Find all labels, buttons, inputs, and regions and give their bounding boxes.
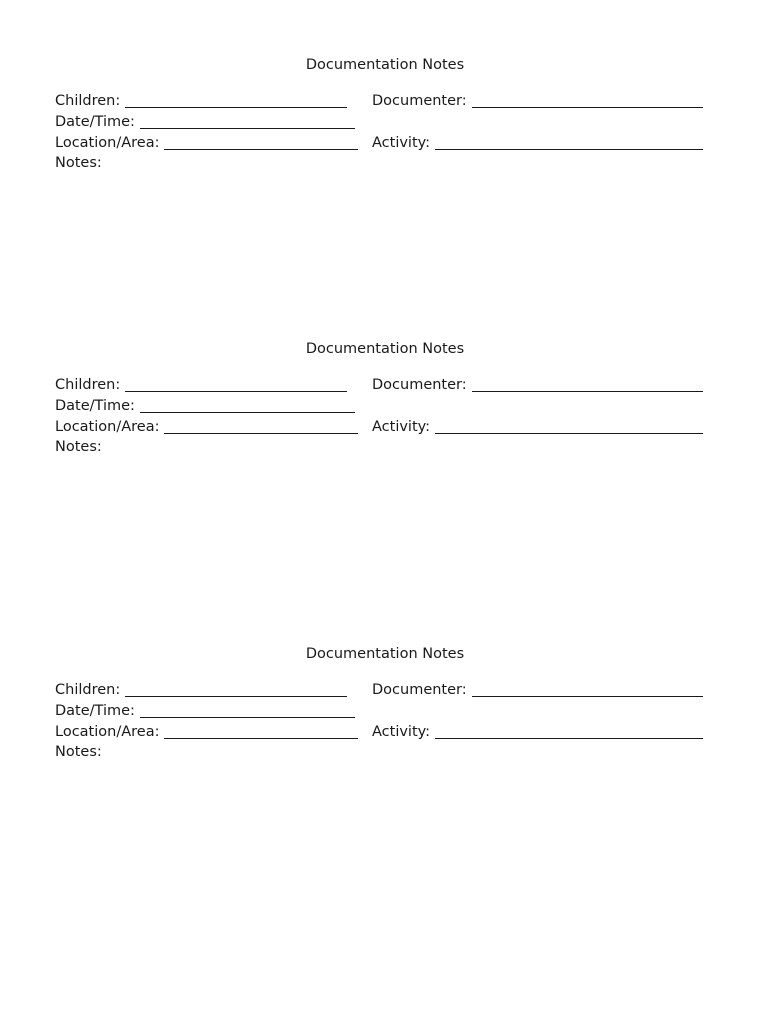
documentation-form-2 — [0, 340, 770, 460]
notes-label: Notes: — [55, 744, 102, 760]
form-title: Documentation Notes — [305, 341, 465, 357]
documenter-field — [372, 376, 703, 394]
notes-label: Notes: — [55, 155, 102, 171]
children-input-line[interactable] — [125, 378, 347, 392]
location-input-line[interactable] — [164, 136, 358, 150]
documenter-label: Documenter: — [372, 93, 467, 109]
children-label: Children: — [55, 682, 121, 698]
datetime-label: Date/Time: — [55, 398, 135, 414]
datetime-field — [55, 702, 355, 720]
location-label: Location/Area: — [55, 724, 160, 740]
location-field — [55, 418, 358, 436]
children-input-line[interactable] — [125, 94, 347, 108]
documenter-input-line[interactable] — [472, 378, 703, 392]
documenter-field — [372, 92, 703, 110]
documenter-label: Documenter: — [372, 377, 467, 393]
datetime-label: Date/Time: — [55, 703, 135, 719]
documenter-input-line[interactable] — [472, 683, 703, 697]
documentation-form-3 — [0, 645, 770, 765]
documenter-field — [372, 681, 703, 699]
children-input-line[interactable] — [125, 683, 347, 697]
location-input-line[interactable] — [164, 420, 358, 434]
activity-field — [372, 418, 703, 436]
form-title: Documentation Notes — [305, 646, 465, 662]
documenter-label: Documenter: — [372, 682, 467, 698]
children-label: Children: — [55, 93, 121, 109]
activity-label: Activity: — [372, 419, 431, 435]
activity-label: Activity: — [372, 724, 431, 740]
datetime-field — [55, 113, 355, 131]
notes-label: Notes: — [55, 439, 102, 455]
activity-field — [372, 134, 703, 152]
children-field — [55, 92, 347, 110]
documenter-input-line[interactable] — [472, 94, 703, 108]
location-field — [55, 134, 358, 152]
datetime-input-line[interactable] — [140, 399, 355, 413]
datetime-field — [55, 397, 355, 415]
datetime-label: Date/Time: — [55, 114, 135, 130]
location-input-line[interactable] — [164, 725, 358, 739]
documentation-form-1 — [0, 56, 770, 176]
datetime-input-line[interactable] — [140, 115, 355, 129]
children-label: Children: — [55, 377, 121, 393]
datetime-input-line[interactable] — [140, 704, 355, 718]
children-field — [55, 376, 347, 394]
activity-label: Activity: — [372, 135, 431, 151]
location-label: Location/Area: — [55, 419, 160, 435]
children-field — [55, 681, 347, 699]
activity-input-line[interactable] — [435, 420, 703, 434]
form-title: Documentation Notes — [305, 57, 465, 73]
location-label: Location/Area: — [55, 135, 160, 151]
activity-input-line[interactable] — [435, 136, 703, 150]
activity-field — [372, 723, 703, 741]
location-field — [55, 723, 358, 741]
activity-input-line[interactable] — [435, 725, 703, 739]
